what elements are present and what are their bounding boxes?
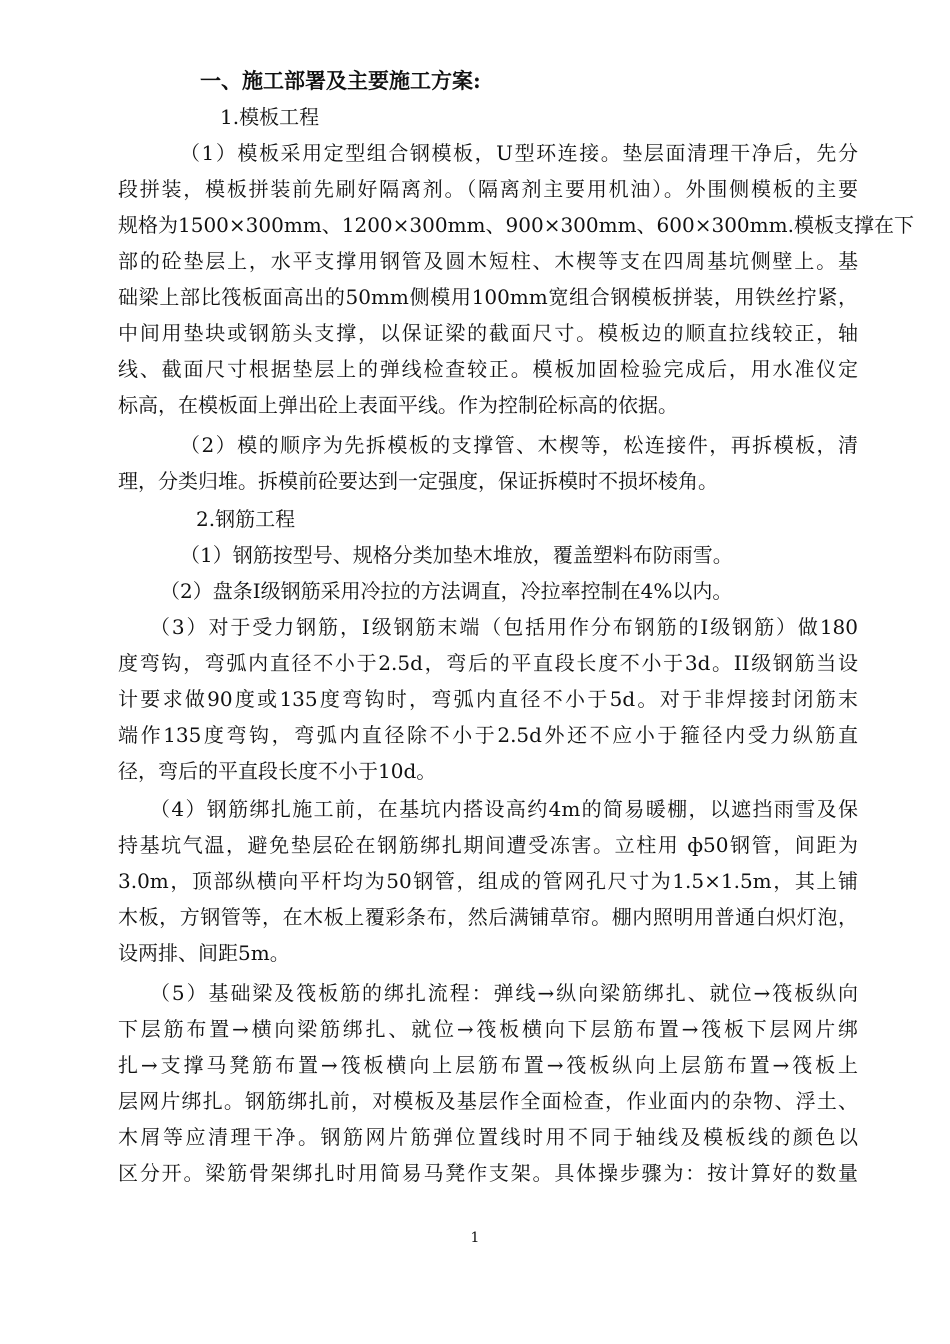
paragraph-line: （4）钢筋绑扎施工前，在基坑内搭设高约4m的简易暖棚，以遮挡雨雪及保 — [150, 797, 858, 821]
paragraph-line: 3.0m，顶部纵横向平杆均为50钢管，组成的管网孔尺寸为1.5×1.5m，其上铺 — [118, 869, 858, 893]
paragraph-line: 度弯钩，弯弧内直径不小于2.5d，弯后的平直段长度不小于3d。II级钢筋当设 — [118, 651, 858, 675]
paragraph-line: 端作135度弯钩，弯弧内直径除不小于2.5d外还不应小于箍径内受力纵筋直 — [118, 723, 858, 747]
paragraph-line: 木板，方钢管等，在木板上覆彩条布，然后满铺草帘。棚内照明用普通白炽灯泡， — [118, 905, 858, 929]
paragraph-line: 标高，在模板面上弹出砼上表面平线。作为控制砼标高的依据。 — [118, 393, 678, 417]
section-title-formwork: 1.模板工程 — [220, 105, 320, 129]
page-number: 1 — [470, 1230, 480, 1246]
section-title-rebar: 2.钢筋工程 — [196, 507, 296, 531]
paragraph-line: 中间用垫块或钢筋头支撑，以保证梁的截面尺寸。模板边的顺直拉线较正，轴 — [118, 321, 858, 345]
paragraph-line: 区分开。梁筋骨架绑扎时用简易马凳作支架。具体操步骤为：按计算好的数量 — [118, 1161, 858, 1185]
paragraph-line: 线、截面尺寸根据垫层上的弹线检查较正。模板加固检验完成后，用水准仪定 — [118, 357, 858, 381]
paragraph-line: 下层筋布置→横向梁筋绑扎、就位→筏板横向下层筋布置→筏板下层网片绑 — [118, 1017, 858, 1041]
paragraph-line: 理，分类归堆。拆模前砼要达到一定强度，保证拆模时不损坏棱角。 — [118, 469, 718, 493]
paragraph-line: （3）对于受力钢筋，I级钢筋末端（包括用作分布钢筋的I级钢筋）做180 — [150, 615, 858, 639]
paragraph-line: （2）盘条I级钢筋采用冷拉的方法调直，冷拉率控制在4%以内。 — [160, 579, 733, 603]
paragraph-line: （1）钢筋按型号、规格分类加垫木堆放，覆盖塑料布防雨雪。 — [180, 543, 733, 567]
paragraph-line: （1）模板采用定型组合钢模板，U型环连接。垫层面清理干净后，先分 — [180, 141, 858, 165]
paragraph-line: 规格为1500×300mm、1200×300mm、900×300mm、600×300mm.模板支撑在下 — [118, 213, 914, 237]
paragraph-line: 部的砼垫层上，水平支撑用钢管及圆木短柱、木楔等支在四周基坑侧壁上。基 — [118, 249, 858, 273]
page-heading: 一、施工部署及主要施工方案: — [200, 68, 481, 93]
paragraph-line: 木屑等应清理干净。钢筋网片筋弹位置线时用不同于轴线及模板线的颜色以 — [118, 1125, 858, 1149]
paragraph-line: （2）模的顺序为先拆模板的支撑管、木楔等，松连接件，再拆模板，清 — [180, 433, 858, 457]
paragraph-line: 设两排、间距5m。 — [118, 941, 290, 965]
paragraph-line: 段拼装，模板拼装前先刷好隔离剂。（隔离剂主要用机油）。外围侧模板的主要 — [118, 177, 858, 201]
paragraph-line: 扎→支撑马凳筋布置→筏板横向上层筋布置→筏板纵向上层筋布置→筏板上 — [118, 1053, 858, 1077]
paragraph-line: 础梁上部比筏板面高出的50mm侧模用100mm宽组合钢模板拼装，用铁丝拧紧， — [118, 285, 858, 309]
paragraph-line: （5）基础梁及筏板筋的绑扎流程：弹线→纵向梁筋绑扎、就位→筏板纵向 — [150, 981, 858, 1005]
paragraph-line: 径，弯后的平直段长度不小于10d。 — [118, 759, 437, 783]
paragraph-line: 持基坑气温，避免垫层砼在钢筋绑扎期间遭受冻害。立柱用 ф50钢管，间距为 — [118, 833, 858, 857]
paragraph-line: 层网片绑扎。钢筋绑扎前，对模板及基层作全面检查，作业面内的杂物、浮土、 — [118, 1089, 858, 1113]
paragraph-line: 计要求做90度或135度弯钩时，弯弧内直径不小于5d。对于非焊接封闭筋末 — [118, 687, 858, 711]
